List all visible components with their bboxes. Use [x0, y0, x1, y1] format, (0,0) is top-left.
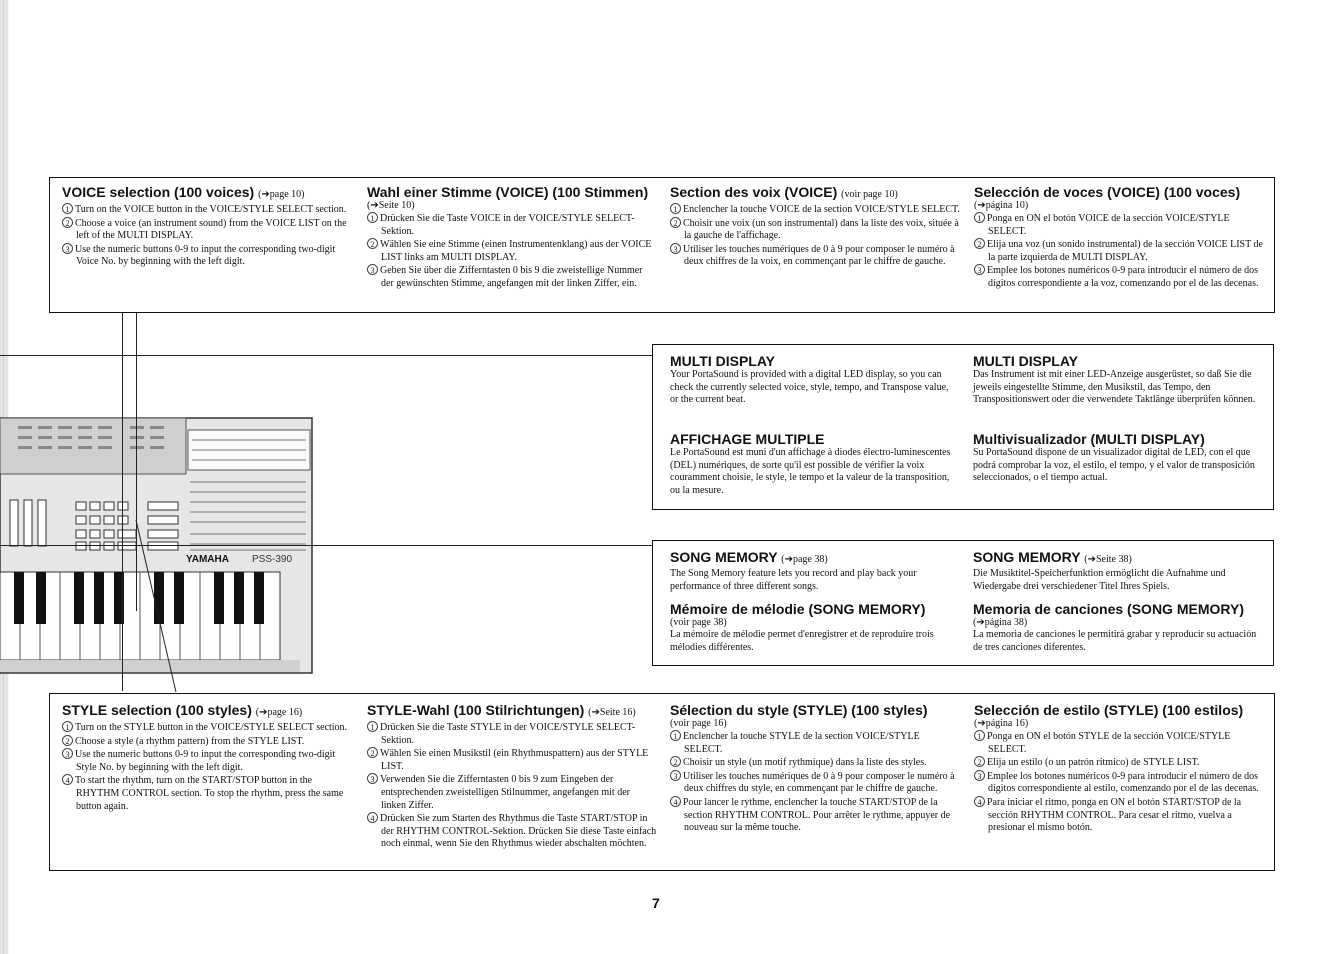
song-memory-es-title: Memoria de canciones (SONG MEMORY) — [973, 601, 1244, 617]
voice-de: Wahl einer Stimme (VOICE) (100 Stimmen) (➔Seite 10) 1 Drücken Sie die Taste VOICE in der VOICE/STYLE SELECT-Sektion. 2 Wählen Sie eine Stimme (einen Instrumentenklang) aus der VOICE LIST links am MULTI DISPLAY. 3 Geben Sie über die Zifferntasten 0 bis 9 die zweistellige Nummer der gewünschten Stimme, angefangen mit der linken Ziffer, ein. — [367, 184, 657, 291]
style-fr: Sélection du style (STYLE) (100 styles) (voir page 16) 1 Enclencher la touche STYLE de la section VOICE/STYLE SELECT. 2 Choisir un style (un motif rythmique) dans la liste des styles. 3 Utiliser les touches numériques de 0 à 9 pour composer le numéro à deux chiffres du style, en commençant par le chiffre de gauche. 4 Pour lancer le rythme, enclencher la touche START/STOP de la section RHYTHM CONTROL. Pour arrêter le rythme, appuyer de nouveau sur la même touche. — [670, 702, 960, 835]
song-memory-section — [652, 540, 1274, 666]
style-es-title: Selección de estilo (STYLE) (100 estilos) — [974, 702, 1244, 718]
multi-display-de: MULTI DISPLAY Das Instrument ist mit einer LED-Anzeige ausgerüstet, so daß Sie die jeweils eingestellte Stimme, den Musikstil, das Tempo, den Transpositionswert oder die verwendete Taktlänge überprüfen können. — [973, 353, 1267, 407]
song-memory-es: Memoria de canciones (SONG MEMORY) (➔página 38) La memoria de canciones le permitirá grabar y reproducir su actuación de tres canciones diferentes. — [973, 601, 1267, 654]
voice-es-title: Selección de voces (VOICE) (100 voces) — [974, 184, 1241, 200]
style-en-title: STYLE selection (100 styles) (➔page 16) — [62, 702, 303, 718]
style-es: Selección de estilo (STYLE) (100 estilos) (➔página 16) 1 Ponga en ON el botón STYLE de la sección VOICE/STYLE SELECT. 2 Elija un estilo (o un patrón rítmico) de STYLE LIST. 3 Emplee los botones numéricos 0-9 para introducir el número de dos dígitos correspondiente al estilo, comenzando por el de las decenas. 4 Para iniciar el ritmo, ponga en ON el botón START/STOP de la sección RHYTHM CONTROL. Para cesar el ritmo, vuelva a presionar el mismo botón. — [974, 702, 1268, 835]
voice-de-title: Wahl einer Stimme (VOICE) (100 Stimmen) — [367, 184, 649, 200]
voice-en-title: VOICE selection (100 voices) (➔page 10) — [62, 184, 305, 200]
song-memory-fr: Mémoire de mélodie (SONG MEMORY) (voir page 38) La mémoire de mélodie permet d'enregistrer et de reproduire trois mélodies différentes. — [670, 601, 960, 654]
voice-es: Selección de voces (VOICE) (100 voces) (➔página 10) 1 Ponga en ON el botón VOICE de la sección VOICE/STYLE SELECT. 2 Elija una voz (un sonido instrumental) de la sección VOICE LIST de la parte izquierda de MULTI DISPLAY. 3 Emplee los botones numéricos 0-9 para introducir el número de dos dígitos correspondiente a la voz, comenzando por el de las decenas. — [974, 184, 1266, 291]
keyboard-brand: YAMAHA — [186, 554, 229, 565]
multi-display-es: Multivisualizador (MULTI DISPLAY) Su PortaSound dispone de un visualizador digital de LED, con el que podrá comprobar la voz, el estilo, el tempo, y el valor de transposición seleccionados, o el tiempo actual. — [973, 431, 1267, 485]
multi-display-es-title: Multivisualizador (MULTI DISPLAY) — [973, 431, 1205, 447]
voice-en: VOICE selection (100 voices) (➔page 10) 1 Turn on the VOICE button in the VOICE/STYLE SELECT section. 2 Choose a voice (an instrument sound) from the VOICE LIST on the left of the MULTI DISPLAY. 3 Use the numeric buttons 0-9 to input the corresponding two-digit Voice No. by beginning with the left digit. — [62, 184, 347, 268]
song-memory-fr-title: Mémoire de mélodie (SONG MEMORY) — [670, 601, 926, 617]
keyboard-model: PSS-390 — [252, 554, 293, 565]
style-en: STYLE selection (100 styles) (➔page 16) 1 Turn on the STYLE button in the VOICE/STYLE SELECT section. 2 Choose a style (a rhythm pattern) from the STYLE LIST. 3 Use the numeric buttons 0-9 to input the corresponding two-digit Style No. by beginning with the left digit. 4 To start the rhythm, turn on the START/STOP button in the RHYTHM CONTROL section. To stop the rhythm, press the same button again. — [62, 702, 348, 812]
style-fr-title: Sélection du style (STYLE) (100 styles) — [670, 702, 928, 718]
song-memory-en-title: SONG MEMORY (➔page 38) — [670, 549, 828, 565]
page-number: 7 — [652, 895, 660, 911]
style-selection-section — [49, 693, 1275, 871]
voice-fr: Section des voix (VOICE) (voir page 10) 1 Enclencher la touche VOICE de la section VOICE/STYLE SELECT. 2 Choisir une voix (un son instrumental) dans la liste des voix, située à la gauche de l'affichage. 3 Utiliser les touches numériques de 0 à 9 pour composer le numéro à deux chiffres de la voix, en commençant par le chiffre de gauche. — [670, 184, 960, 268]
multi-display-de-title: MULTI DISPLAY — [973, 353, 1079, 369]
song-memory-en: SONG MEMORY (➔page 38) The Song Memory feature lets you record and play back your performance of three different songs. — [670, 549, 956, 593]
style-de: STYLE-Wahl (100 Stilrichtungen) (➔Seite 16) 1 Drücken Sie die Taste STYLE in der VOICE/STYLE SELECT-Sektion. 2 Wählen Sie einen Musikstil (ein Rhythmuspattern) aus der STYLE LIST. 3 Verwenden Sie die Zifferntasten 0 bis 9 zum Eingeben der entsprechenden zweistelligen Stilnummer, angefangen mit der linken Ziffer. 4 Drücken Sie zum Starten des Rhythmus die Taste START/STOP in der RHYTHM CONTROL-Sektion. Drücken Sie diese Taste einfach noch einmal, wenn Sie den Rhythmus wieder abschalten möchten. — [367, 702, 657, 850]
voice-fr-title: Section des voix (VOICE) (voir page 10) — [670, 184, 898, 200]
multi-display-en-title: MULTI DISPLAY — [670, 353, 776, 369]
multi-display-en: MULTI DISPLAY Your PortaSound is provided with a digital LED display, so you can check the currently selected voice, style, tempo, and Transpose value, or the current beat. — [670, 353, 956, 407]
multi-display-fr: AFFICHAGE MULTIPLE Le PortaSound est muni d'un affichage à diodes électro-luminescentes (DEL) numériques, de sorte qu'il est possible de vérifier la voix couramment choisie, le style, le tempo et la valeur de la transposition, ou la mesure. — [670, 431, 956, 497]
multi-display-fr-title: AFFICHAGE MULTIPLE — [670, 431, 825, 447]
song-memory-de: SONG MEMORY (➔Seite 38) Die Musiktitel-Speicherfunktion ermöglicht die Aufnahme und Wiedergabe drei verschiedener Titel Ihres Spiels. — [973, 549, 1267, 593]
song-memory-de-title: SONG MEMORY (➔Seite 38) — [973, 549, 1132, 565]
style-de-title: STYLE-Wahl (100 Stilrichtungen) (➔Seite 16) — [367, 702, 636, 718]
voice-selection-section — [49, 177, 1275, 313]
multi-display-section — [652, 344, 1274, 510]
